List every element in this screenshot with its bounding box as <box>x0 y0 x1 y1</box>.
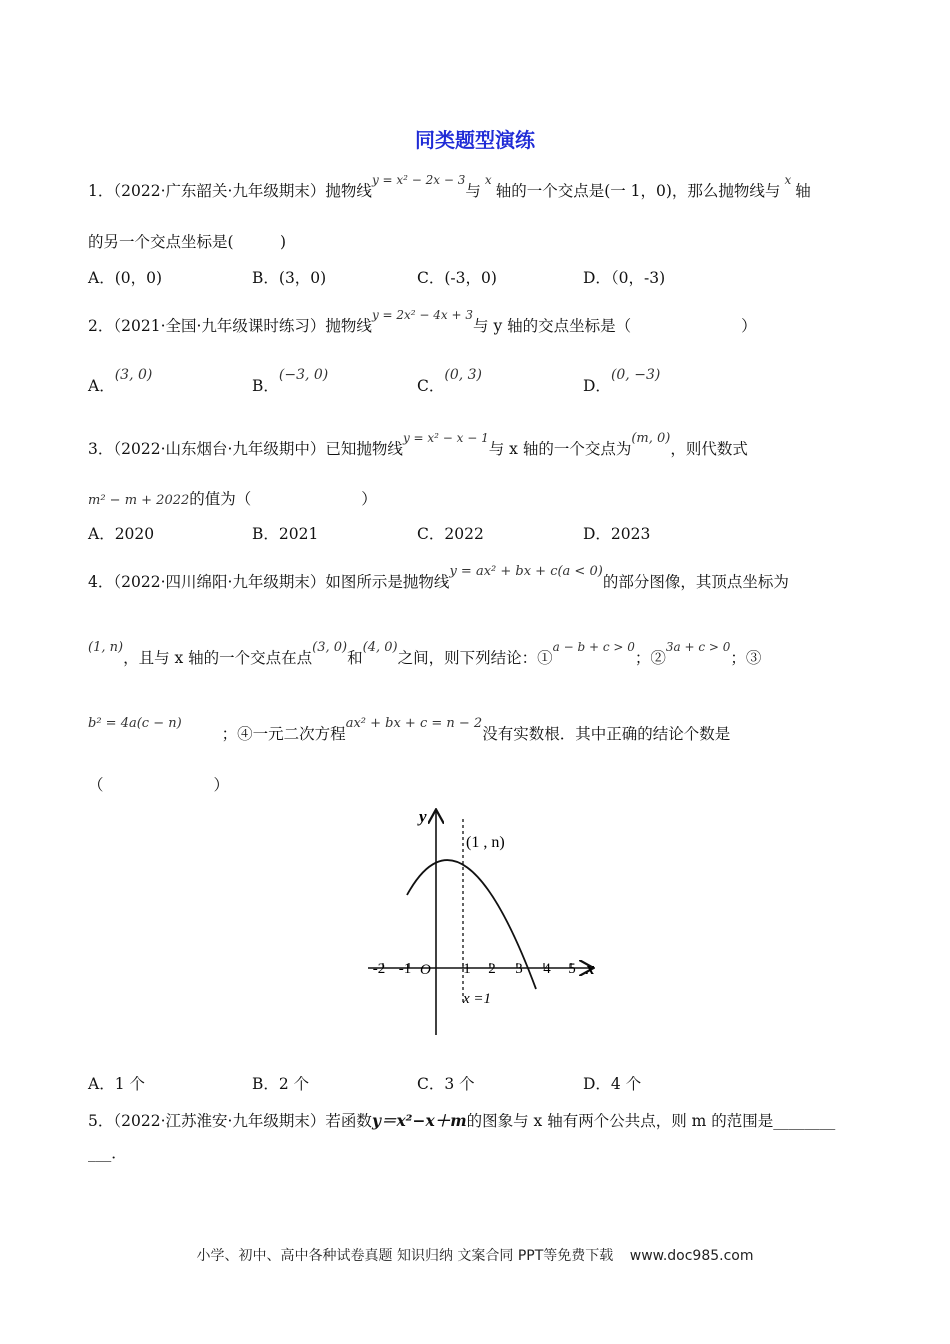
point: (4, 0) <box>362 640 398 655</box>
text: ，且与 x 轴的一个交点在点 <box>123 649 313 667</box>
text: ；③ <box>730 649 762 667</box>
question-source: （2022·广东韶关·九年级期末）抛物线 <box>113 182 372 200</box>
origin-label: O <box>420 962 431 978</box>
conclusion: 3a + c > 0 <box>665 640 731 654</box>
option-d: D．（0，-3) <box>583 269 666 287</box>
question-source: （2022·四川绵阳·九年级期末）如图所示是抛物线 <box>113 573 450 591</box>
y-axis-label: y <box>419 807 427 826</box>
equation: y = x² − x − 1 <box>402 431 489 445</box>
option-d <box>583 367 661 396</box>
equation: y = 2x² − 4x + 3 <box>371 308 474 322</box>
option-c <box>417 367 483 396</box>
option-value: (3, 0) <box>114 367 153 383</box>
question-source: （2022·江苏淮安·九年级期末）若函数 <box>113 1112 372 1130</box>
vertex-label: (1 , n) <box>466 834 505 851</box>
question-number: 3． <box>88 440 114 458</box>
option-letter: C． <box>417 377 445 395</box>
x-axis-label: x <box>586 959 595 978</box>
option-d: D．2023 <box>583 525 651 543</box>
option-a: A．1 个 <box>88 1075 145 1093</box>
equation: y = ax² + bx + c(a < 0) <box>449 564 603 579</box>
text: ；④一元二次方程 <box>221 725 346 743</box>
text: ；② <box>634 649 666 667</box>
question-number: 1． <box>88 182 114 200</box>
option-b: B．2 个 <box>252 1075 310 1093</box>
equation: y = x² − 2x − 3 <box>371 173 466 187</box>
question-1-line-1 <box>88 173 811 201</box>
question-4-answer-paren <box>88 773 229 795</box>
vertex: (1, n) <box>88 640 124 655</box>
text: 的图象与 x 轴有两个公共点，则 m 的范围是 <box>466 1112 774 1130</box>
text: 之间，则下列结论：① <box>397 649 553 667</box>
text: 与 x 轴的一个交点为 <box>488 440 632 458</box>
answer-blank: ________ <box>773 1112 836 1130</box>
text: （ <box>88 776 104 794</box>
option-value: (0, 3) <box>444 367 483 383</box>
option-value: (−3, 0) <box>278 367 329 383</box>
conclusion: a − b + c > 0 <box>552 640 635 654</box>
text: ，则代数式 <box>670 440 748 458</box>
option-a: A．2020 <box>88 525 155 543</box>
text: 与 <box>465 182 481 200</box>
footer-url[interactable]: www.doc985.com <box>629 1248 754 1264</box>
text: 和 <box>347 649 363 667</box>
symmetry-label: x =1 <box>463 991 492 1007</box>
question-4-line-2 <box>88 640 762 668</box>
equation: ax² + bx + c = n − 2 <box>345 716 483 731</box>
question-3-line-2 <box>88 487 377 509</box>
question-number: 4． <box>88 573 114 591</box>
text: ） <box>361 490 377 508</box>
variable: x <box>784 173 792 187</box>
question-3-line-1 <box>88 431 748 459</box>
footer <box>0 1245 950 1265</box>
text: ） <box>213 776 230 794</box>
question-source: （2022·山东烟台·九年级期中）已知抛物线 <box>113 440 403 458</box>
expression: m² − m + 2022 <box>88 493 190 508</box>
tick-label: -1 <box>398 961 412 977</box>
equation: y＝x²−x＋m <box>371 1111 467 1130</box>
question-1-line-2: 的另一个交点坐标是( ) <box>88 233 287 251</box>
footer-text: 小学、初中、高中各种试卷真题 知识归纳 文案合同 PPT等免费下载 <box>196 1248 614 1264</box>
option-letter: B． <box>252 377 279 395</box>
tick-label: 5 <box>568 961 576 977</box>
tick-label: 1 <box>463 961 471 977</box>
tick-label: 4 <box>543 961 551 977</box>
question-2-line-1 <box>88 308 757 336</box>
text: 没有实数根．其中正确的结论个数是 <box>482 725 731 743</box>
point: (3, 0) <box>312 640 348 655</box>
question-4-line-3 <box>88 716 731 744</box>
tick-labels <box>373 961 576 977</box>
text: 轴的一个交点是(一 1，0)，那么抛物线与 <box>495 182 781 200</box>
tick-label: 2 <box>488 961 496 977</box>
text: 的值为（ <box>189 490 252 508</box>
text: 与 y 轴的交点坐标是（ <box>473 317 632 335</box>
option-b: B．(3，0) <box>252 269 327 287</box>
option-letter: A． <box>88 377 115 395</box>
option-c: C．(-3，0) <box>417 269 497 287</box>
point: (m, 0) <box>631 431 671 446</box>
parabola-graph <box>360 805 610 1040</box>
question-source: （2021·全国·九年级课时练习）抛物线 <box>113 317 372 335</box>
tick-label: 3 <box>515 961 523 977</box>
question-5-line-2: ___． <box>88 1144 127 1162</box>
page-title: 同类题型演练 <box>415 128 535 152</box>
option-b: B．2021 <box>252 525 319 543</box>
option-a: A．(0，0) <box>88 269 163 287</box>
question-5-line-1 <box>88 1109 835 1131</box>
option-b <box>252 367 329 396</box>
option-letter: D． <box>583 377 611 395</box>
option-c: C．3 个 <box>417 1075 475 1093</box>
variable: x <box>484 173 492 187</box>
question-number: 2． <box>88 317 114 335</box>
tick-label: -2 <box>372 961 386 977</box>
text: ） <box>741 317 757 335</box>
text: 轴 <box>795 182 811 200</box>
option-c: C．2022 <box>417 525 484 543</box>
question-number: 5． <box>88 1112 114 1130</box>
option-d: D．4 个 <box>583 1075 642 1093</box>
question-4-line-1 <box>88 564 789 592</box>
conclusion: b² = 4a(c − n) <box>88 716 182 731</box>
option-a <box>88 367 153 396</box>
option-value: (0, −3) <box>610 367 661 383</box>
text: 的部分图像，其顶点坐标为 <box>602 573 789 591</box>
